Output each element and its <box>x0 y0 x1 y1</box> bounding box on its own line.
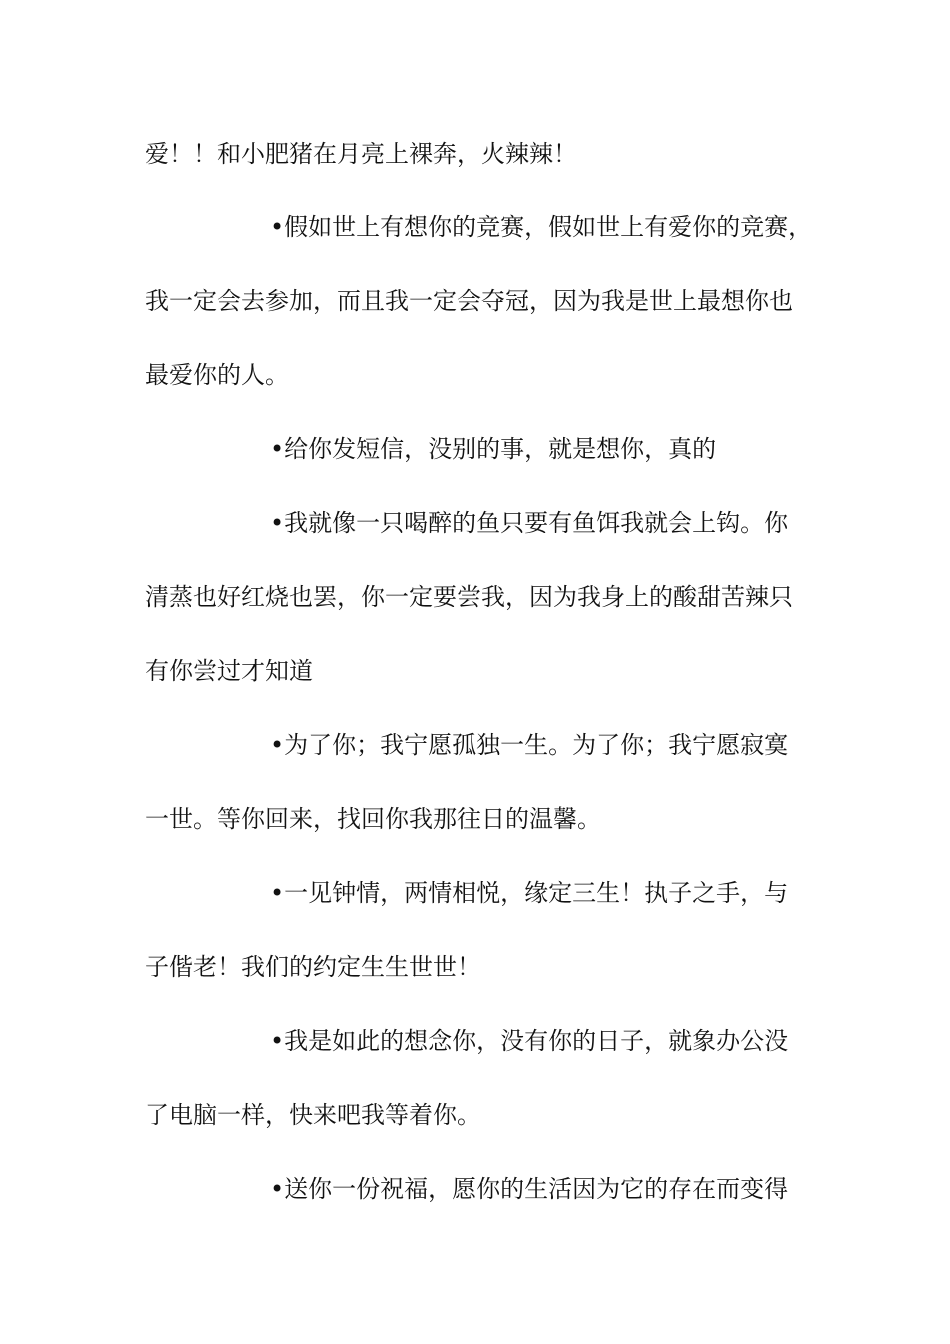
text-line: 爱！！和小肥猪在月亮上裸奔，火辣辣！ <box>145 140 577 168</box>
text-line: 一世。等你回来，找回你我那往日的温馨。 <box>145 805 601 833</box>
bullet-line: •为了你；我宁愿孤独一生。为了你；我宁愿寂寞 <box>270 731 789 759</box>
bullet-line: •送你一份祝福，愿你的生活因为它的存在而变得 <box>270 1175 789 1203</box>
text-line: 有你尝过才知道 <box>145 657 313 685</box>
text-line: 我一定会去参加，而且我一定会夺冠，因为我是世上最想你也 <box>145 287 793 315</box>
text-line: 最爱你的人。 <box>145 361 289 389</box>
bullet-line: •假如世上有想你的竞赛，假如世上有爱你的竞赛， <box>270 213 813 241</box>
bullet-line: •我就像一只喝醉的鱼只要有鱼饵我就会上钩。你 <box>270 509 789 537</box>
bullet-line: •我是如此的想念你，没有你的日子，就象办公没 <box>270 1027 789 1055</box>
bullet-line: •给你发短信，没别的事，就是想你，真的 <box>270 435 717 463</box>
text-line: 子偕老！我们的约定生生世世！ <box>145 953 481 981</box>
bullet-line: •一见钟情，两情相悦，缘定三生！执子之手，与 <box>270 879 789 907</box>
text-line: 清蒸也好红烧也罢，你一定要尝我，因为我身上的酸甜苦辣只 <box>145 583 793 611</box>
text-line: 了电脑一样，快来吧我等着你。 <box>145 1101 481 1129</box>
